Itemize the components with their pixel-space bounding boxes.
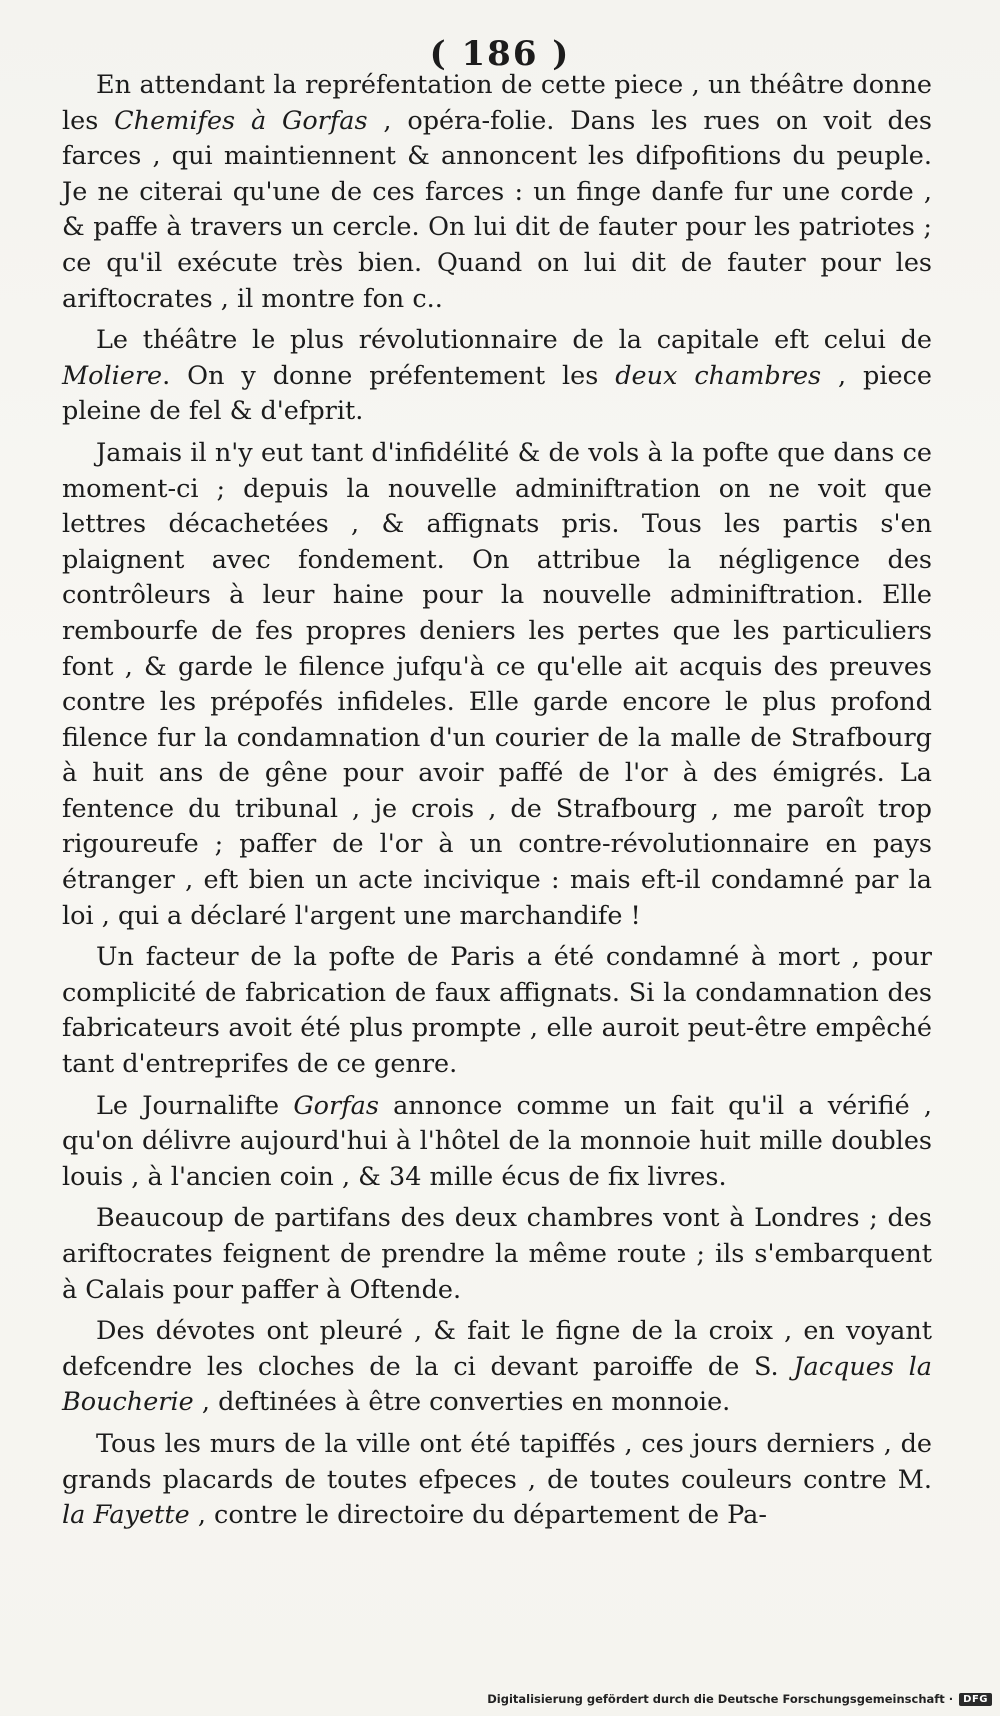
body-text [62, 68, 932, 1540]
paragraph: Le théâtre le plus révolutionnaire de la capitale eft celui de Moliere. On y donne préfentement les deux chambres , piece pleine de fel & d'efprit. [62, 325, 932, 427]
paragraph: En attendant la repréfentation de cette piece , un théâtre donne les Chemifes à Gorfas , opéra-folie. Dans les rues on voit des farces , qui maintiennent & annoncent les difpofitions du peuple. Je ne citerai qu'une de ces farces : un finge danfe fur une corde , & paffe à travers un cercle. On lui dit de fauter pour les patriotes ; ce qu'il exécute très bien. Quand on lui dit de fauter pour les ariftocrates , il montre fon c.. [62, 70, 932, 314]
paragraph: Des dévotes ont pleuré , & fait le figne de la croix , en voyant defcendre les cloches de la ci devant paroiffe de S. Jacques la Boucherie , deftinées à être converties en monnoie. [62, 1316, 932, 1418]
paragraph: Un facteur de la pofte de Paris a été condamné à mort , pour complicité de fabrication de faux affignats. Si la condamnation des fabricateurs avoit été plus prompte , elle auroit peut-être empêché tant d'entreprifes de ce genre. [62, 942, 932, 1080]
paragraph: Jamais il n'y eut tant d'infidélité & de vols à la pofte que dans ce moment-ci ; depuis la nouvelle adminiftration on ne voit que lettres décachetées , & affignats pris. Tous les partis s'en plaignent avec fondement. On attribue la négligence des contrôleurs à leur haine pour la nouvelle adminiftration. Elle rembourfe de fes propres deniers les pertes que les particuliers font , & garde le filence jufqu'à ce qu'elle ait acquis des preuves contre les prépofés infideles. Elle garde encore le plus profond filence fur la condamnation d'un courier de la malle de Strafbourg à huit ans de gêne pour avoir paffé de l'or à des émigrés. La fentence du tribunal , je crois , de Strafbourg , me paroît trop rigoureufe ; paffer de l'or à un contre-révolutionnaire en pays étranger , eft bien un acte incivique : mais eft-il condamné par la loi , qui a déclaré l'argent une marchandife ! [62, 437, 932, 931]
dfg-logo-icon: DFG [959, 1693, 992, 1706]
footer [487, 1690, 992, 1708]
paragraph: Le Journalifte Gorfas annonce comme un fait qu'il a vérifié , qu'on délivre aujourd'hui à l'hôtel de la monnoie huit mille doubles louis , à l'ancien coin , & 34 mille écus de fix livres. [62, 1090, 932, 1192]
page-number: ( 186 ) [429, 34, 571, 74]
footer-credit: Digitalisierung gefördert durch die Deutsche Forschungsgemeinschaft · [487, 1692, 954, 1706]
paragraph: Tous les murs de la ville ont été tapiffés , ces jours derniers , de grands placards de toutes efpeces , de toutes couleurs contre M. la Fayette , contre le directoire du département de Pa- [62, 1428, 932, 1531]
paragraph: Beaucoup de partifans des deux chambres vont à Londres ; des ariftocrates feignent de prendre la même route ; ils s'embarquent à Calais pour paffer à Oftende. [62, 1203, 932, 1305]
